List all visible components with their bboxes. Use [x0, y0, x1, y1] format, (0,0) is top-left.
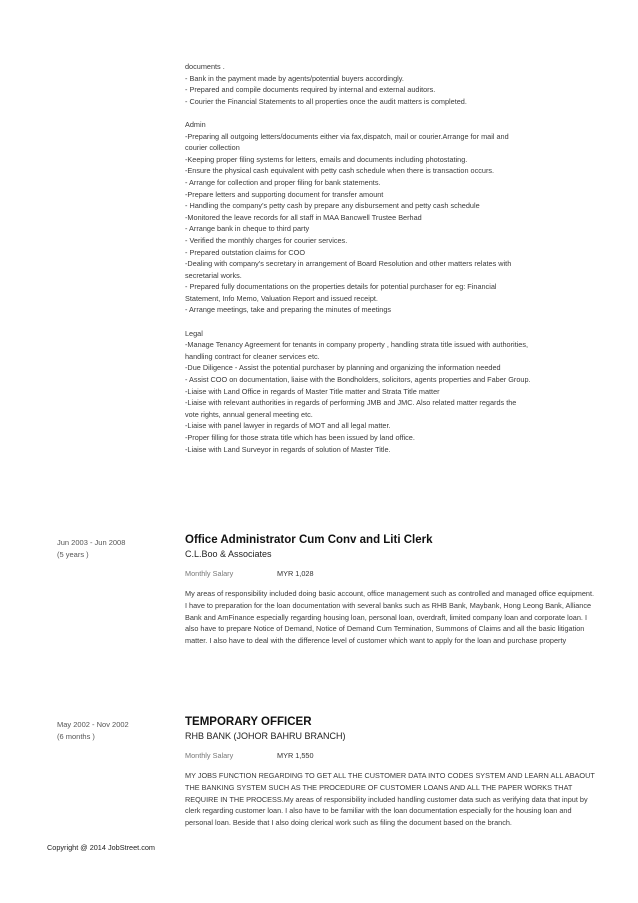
description-line: - Bank in the payment made by agents/potential buyers accordingly. — [185, 73, 404, 83]
previous-job-description — [185, 61, 605, 455]
job-duration: (6 months ) — [57, 732, 95, 741]
job-period: Jun 2003 - Jun 2008 — [57, 538, 126, 547]
description-line: -Manage Tenancy Agreement for tenants in company property , handling strata title issued with authorities, — [185, 340, 529, 350]
company-name: RHB BANK (JOHOR BAHRU BRANCH) — [185, 731, 346, 741]
description-line: -Keeping proper filing systems for letters, emails and documents including photostating. — [185, 154, 468, 164]
description-line: - Arrange bank in cheque to third party — [185, 224, 310, 234]
description-line: -Liaise with relevant authorities in regards of performing JMB and JMC. Also related matter regards the — [185, 398, 517, 408]
description-line: -Ensure the physical cash equivalent with petty cash schedule when there is transaction occurs. — [185, 166, 495, 176]
job-details — [185, 716, 605, 829]
salary-value: MYR 1,550 — [277, 751, 314, 760]
job-period: May 2002 - Nov 2002 — [57, 720, 129, 729]
job-duration: (5 years ) — [57, 550, 89, 559]
description-line: -Due Diligence - Assist the potential purchaser by planning and organizing the information needed — [185, 363, 501, 373]
description-line: -Prepare letters and supporting document for transfer amount — [185, 189, 384, 199]
description-line: -Dealing with company's secretary in arrangement of Board Resolution and other matters relates with — [185, 259, 512, 269]
company-name: C.L.Boo & Associates — [185, 549, 272, 559]
description-line: - Arrange for collection and proper filing for bank statements. — [185, 177, 381, 187]
job-description: My areas of responsibility included doing basic account, office management such as controlled and managed office equipment. I have to preparation for the loan documentation with several banks such as RHB Bank, Maybank, Hong Leong Bank, Alliance Bank and AmFinance especially regarding housing loan, personal loan, overdraft, limited company loan and corporate loan. I also have to prepare Notice of Demand, Notice of Demand Cum Termination, Summons of Claims and all the basic litigation matter. I also have to deal with the difference level of customer which want to apply for the loan and purchase property — [185, 589, 595, 646]
salary-row — [185, 751, 605, 761]
description-line: -Monitored the leave records for all staff in MAA Bancwell Trustee Berhad — [185, 212, 422, 222]
job-title: TEMPORARY OFFICER — [185, 716, 312, 728]
job-title: Office Administrator Cum Conv and Liti Clerk — [185, 534, 433, 546]
description-line: - Verified the monthly charges for courier services. — [185, 235, 348, 245]
blank-line — [185, 316, 605, 328]
section-heading-admin: Admin — [185, 119, 206, 129]
description-line: handling contract for cleaner services etc. — [185, 351, 320, 361]
description-line: -Proper filling for those strata title which has been issued by land office. — [185, 433, 415, 442]
description-line: -Liaise with Land Office in regards of Master Title matter and Strata Title matter — [185, 386, 440, 396]
description-line: - Prepared outstation claims for COO — [185, 247, 306, 257]
description-line: - Arrange meetings, take and preparing the minutes of meetings — [185, 305, 392, 315]
salary-value: MYR 1,028 — [277, 569, 314, 578]
description-line: - Courier the Financial Statements to all properties once the audit matters is completed. — [185, 96, 467, 106]
description-line: - Handling the company's petty cash by prepare any disbursement and petty cash schedule — [185, 201, 480, 211]
description-line: - Prepared and compile documents required by internal and external auditors. — [185, 85, 436, 95]
description-line: courier collection — [185, 143, 240, 153]
description-line: vote rights, annual general meeting etc. — [185, 409, 313, 419]
salary-label: Monthly Salary — [185, 569, 234, 578]
blank-line — [185, 107, 605, 119]
salary-label: Monthly Salary — [185, 751, 234, 760]
section-heading-legal: Legal — [185, 328, 203, 338]
description-line: -Liaise with panel lawyer in regards of MOT and all legal matter. — [185, 421, 391, 431]
description-line: -Liaise with Land Surveyor in regards of solution of Master Title. — [185, 444, 391, 454]
description-line: -Preparing all outgoing letters/documents either via fax,dispatch, mail or courier.Arrange for mail and — [185, 131, 509, 141]
salary-row — [185, 569, 605, 579]
description-line: secretarial works. — [185, 270, 242, 280]
description-line: documents . — [185, 62, 225, 71]
description-line: - Assist COO on documentation, liaise with the Bondholders, solicitors, agents properties and Faber Group. — [185, 375, 531, 385]
copyright-footer: Copyright @ 2014 JobStreet.com — [47, 843, 155, 852]
job-details — [185, 534, 605, 647]
job-description: MY JOBS FUNCTION REGARDING TO GET ALL THE CUSTOMER DATA INTO CODES SYSTEM AND LEARN ALL ABAOUT THE BANKING SYSTEM SUCH AS THE PROCEDURE OF CUSTOMER LOANS AND ALL THE PAPER WORKS THAT REQUIRE IN THE PROCESS.My areas of responsibility included handling customer data such as verifying data that input by clerk regarding customer loan. I also have to be familiar with the loan documentation especially for the housing loan and personal loan. Beside that I also doing clerical work such as filing the document based on the branch. — [185, 771, 595, 828]
description-line: Statement, Info Memo, Valuation Report and issued receipt. — [185, 293, 378, 303]
description-line: - Prepared fully documentations on the properties details for potential purchaser for eg: Financial — [185, 282, 497, 292]
